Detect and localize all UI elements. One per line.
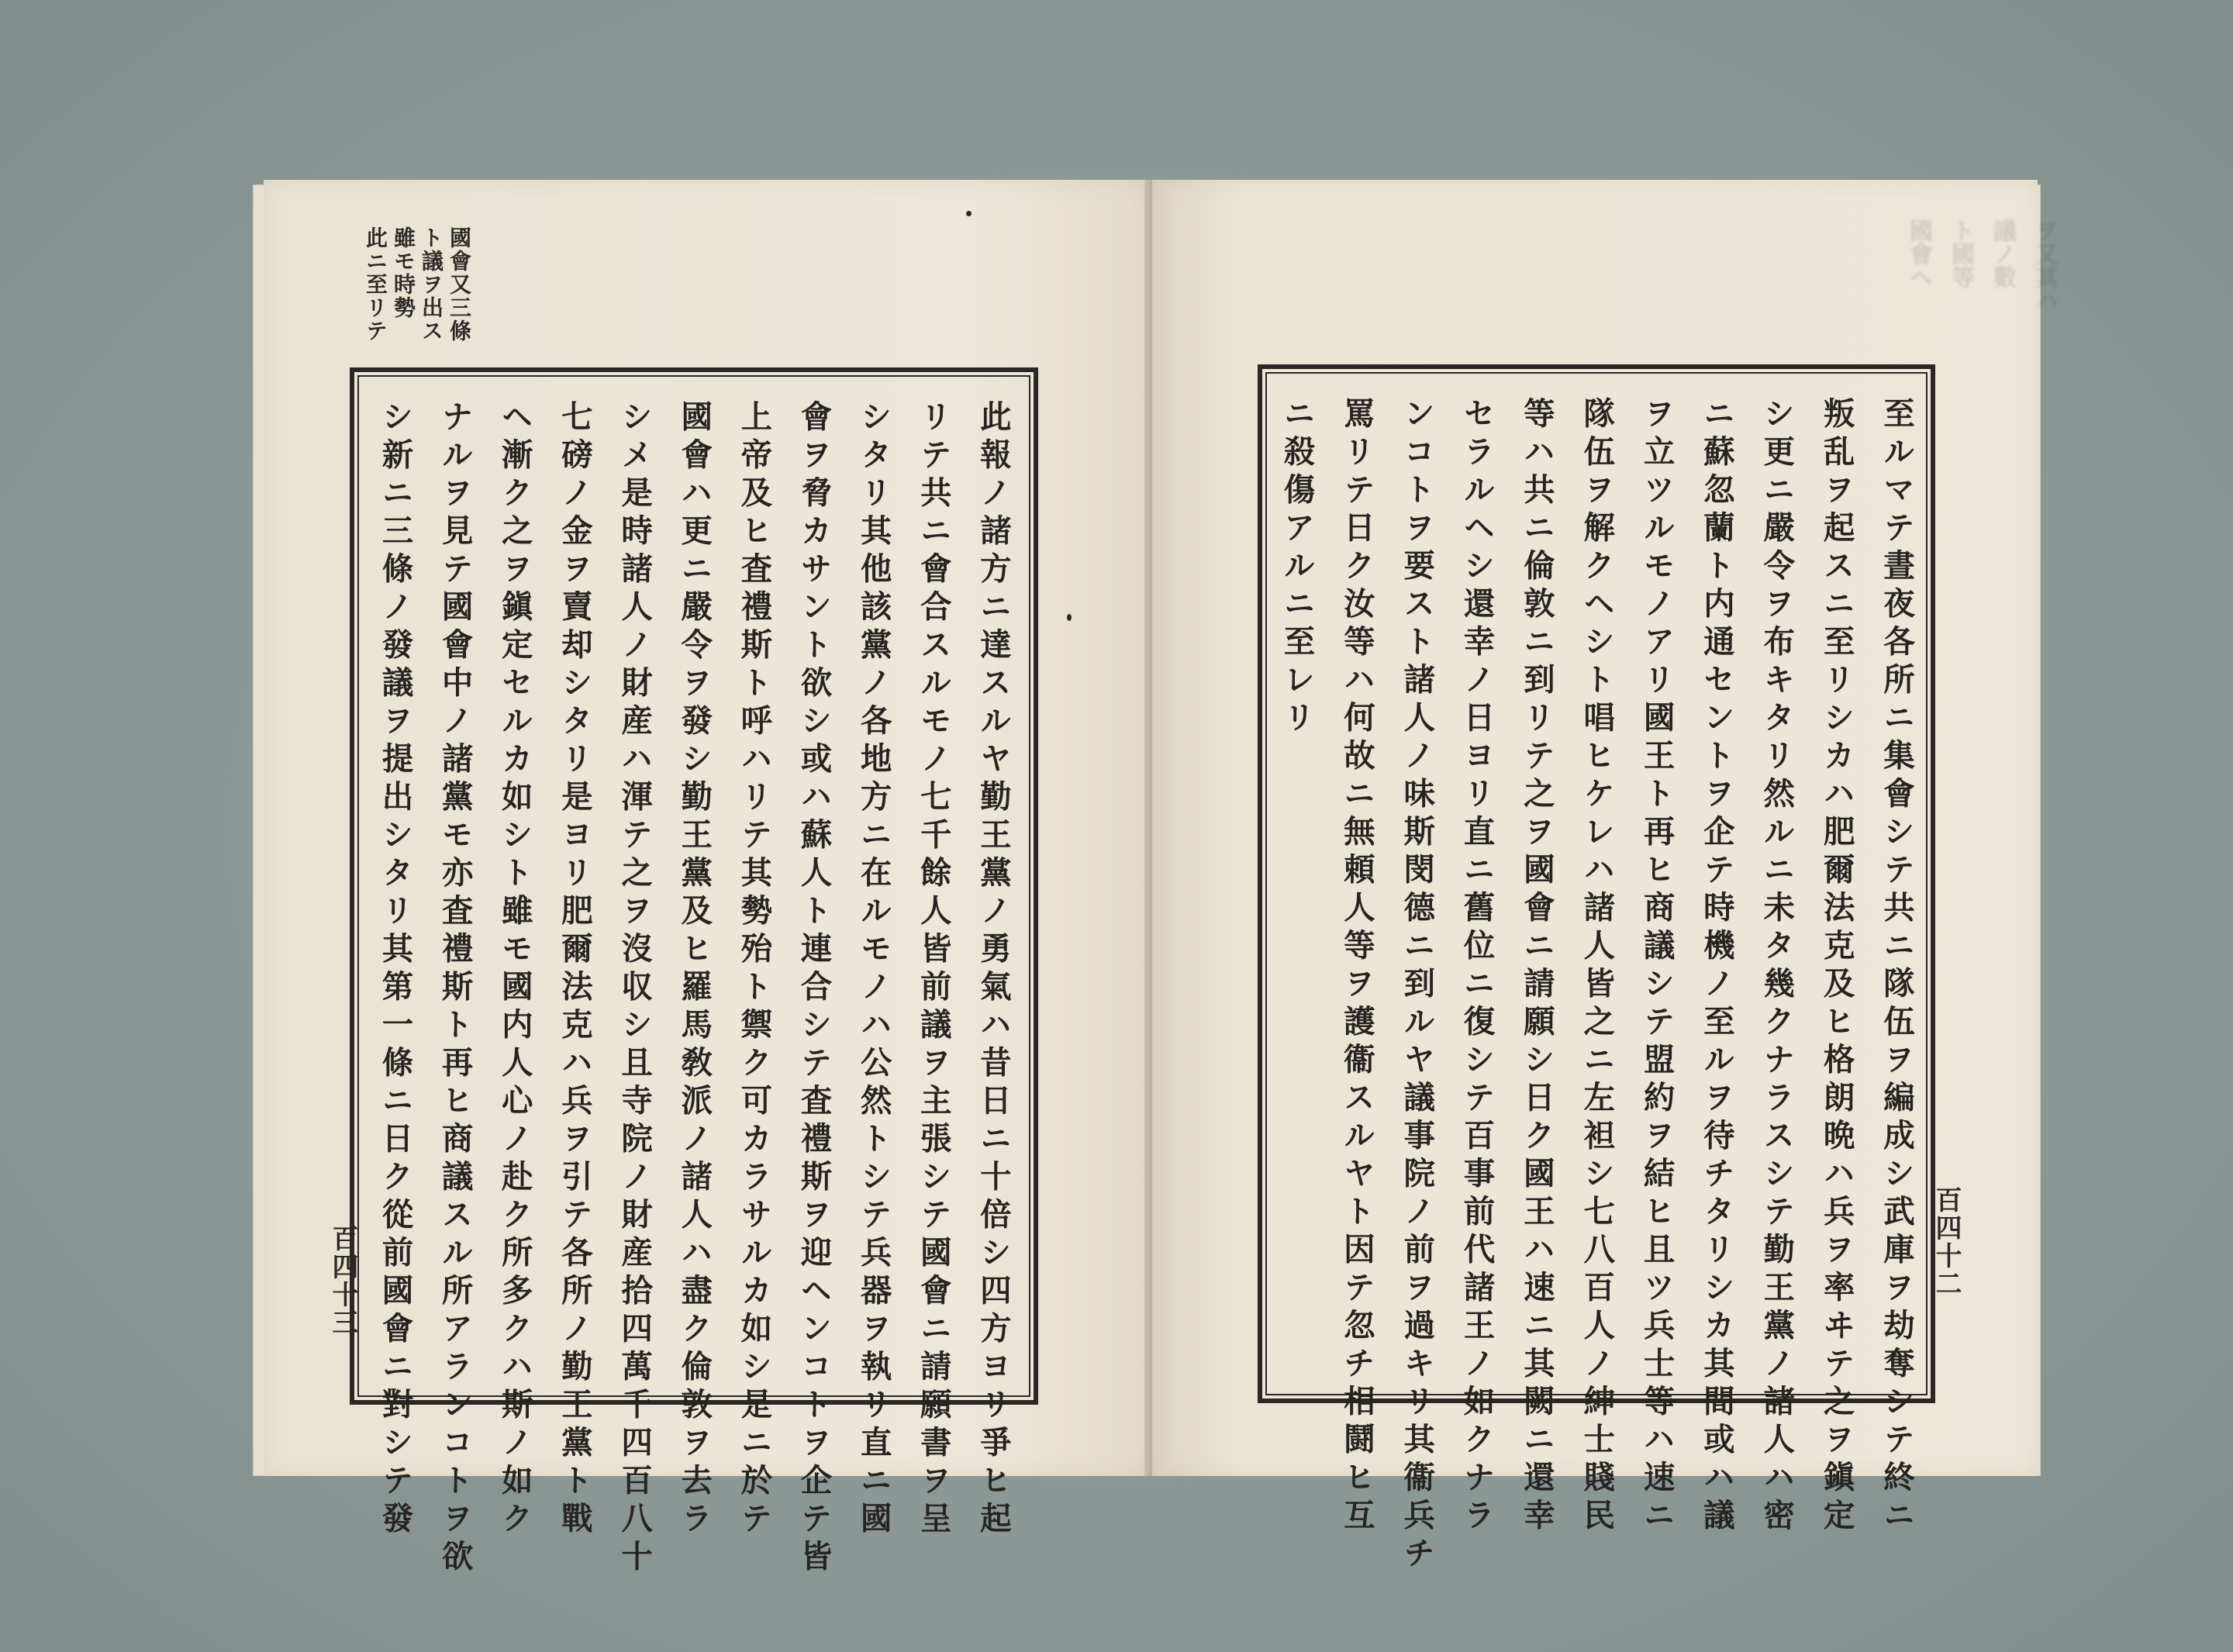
text-column: ナルヲ見テ國會中ノ諸黨モ亦査禮斯ト再ヒ商議スル所アランコトヲ欲 (436, 400, 474, 1578)
text-column: 此報ノ諸方ニ達スルヤ勤王黨ノ勇氣ハ昔日ニ十倍シ四方ヨリ爭ヒ起 (974, 400, 1012, 1540)
margin-note (364, 226, 470, 343)
text-column: ヲ立ツルモノアリ國王ト再ヒ商議シテ盟約ヲ結ヒ且ツ兵士等ハ速ニ (1638, 397, 1676, 1536)
bleed-line: ト國等 (1947, 219, 1974, 288)
text-column: ンコトヲ要スト諸人ノ味斯閔德ニ到ルヤ議事院ノ前ヲ過キリ其衞兵チ (1398, 397, 1436, 1574)
text-column: 至ルマテ晝夜各所ニ集會シテ共ニ隊伍ヲ編成シ武庫ヲ劫奪シテ終ニ (1877, 397, 1915, 1536)
text-column: 罵リテ日ク汝等ハ何故ニ無頼人等ヲ護衞スルヤト因テ忽チ相鬪ヒ互 (1337, 397, 1375, 1536)
bleed-line: ヲ又其ハ (2031, 219, 2058, 312)
text-column: シ新ニ三條ノ發議ヲ提出シタリ其第一條ニ日ク從前國會ニ對シテ發 (376, 400, 414, 1540)
ink-speck (966, 211, 972, 216)
text-columns-right (1278, 397, 1915, 1574)
text-column: 叛乱ヲ起スニ至リシカハ肥爾法克及ヒ格朗晩ハ兵ヲ率ヰテ之ヲ鎭定 (1817, 397, 1855, 1536)
bleed-line: 議ノ數 (1989, 219, 2016, 288)
text-column: シタリ其他該黨ノ各地方ニ在ルモノハ公然トシテ兵器ヲ執リ直ニ國 (854, 400, 892, 1540)
margin-note-line: 此ニ至リテ (363, 226, 388, 343)
margin-note-line: ト議ヲ出ス (419, 226, 444, 343)
text-column: リテ共ニ會合スルモノ七千餘人皆前議ヲ主張シテ國會ニ請願書ヲ呈 (914, 400, 952, 1540)
text-column: 隊伍ヲ解クヘシト唱ヒケレハ諸人皆之ニ左袒シ七八百人ノ紳士賤民 (1578, 397, 1616, 1536)
bleed-through-text (1828, 219, 2061, 335)
text-column: シ更ニ嚴令ヲ布キタリ然ルニ未タ幾クナラスシテ勤王黨ノ諸人ハ密 (1758, 397, 1796, 1536)
text-column: 會ヲ脅カサント欲シ或ハ蘇人ト連合シテ査禮斯ヲ迎ヘンコトヲ企テ皆 (795, 400, 833, 1578)
right-page (1152, 180, 2038, 1574)
open-booklet (247, 180, 2058, 1578)
text-frame-right (1258, 364, 1935, 1574)
text-column: 七磅ノ金ヲ賣却シタリ是ヨリ肥爾法克ハ兵ヲ引テ各所ノ勤王黨ト戰 (555, 400, 593, 1540)
page-number-left: 百四十三 (327, 1225, 358, 1336)
text-column: 上帝及ヒ査禮斯ト呼ハリテ其勢殆ト禦ク可カラサルカ如シ是ニ於テ (735, 400, 773, 1540)
text-column: ニ殺傷アルニ至レリ (1278, 397, 1316, 739)
margin-note-line: 雖モ時勢 (391, 226, 416, 319)
text-column: セラルヘシ還幸ノ日ヨリ直ニ舊位ニ復シテ百事前代諸王ノ如クナラ (1458, 397, 1496, 1536)
page-number-right: 百四十二 (1931, 1186, 1962, 1298)
margin-note-line: 國會又三條 (447, 226, 472, 343)
ink-speck (1067, 614, 1072, 621)
text-columns-left (376, 400, 1012, 1578)
text-column: 國會ハ更ニ嚴令ヲ發シ勤王黨及ヒ羅馬敎派ノ諸人ハ盡ク倫敦ヲ去ラ (675, 400, 713, 1540)
text-column: ヘ漸ク之ヲ鎭定セルカ如シト雖モ國内人心ノ赴ク所多クハ斯ノ如ク (495, 400, 533, 1540)
text-column: ニ蘇忽蘭ト内通セントヲ企テ時機ノ至ルヲ待チタリシカ其間或ハ議 (1697, 397, 1735, 1536)
text-column: シメ是時諸人ノ財産ハ渾テ之ヲ沒収シ且寺院ノ財産拾四萬千四百八十 (616, 400, 654, 1578)
bleed-line: 國會ヘ (1905, 219, 1932, 288)
text-frame-left (350, 367, 1038, 1578)
left-page (264, 180, 1149, 1578)
text-column: 等ハ共ニ倫敦ニ到リテ之ヲ國會ニ請願シ日ク國王ハ速ニ其闕ニ還幸 (1517, 397, 1555, 1536)
